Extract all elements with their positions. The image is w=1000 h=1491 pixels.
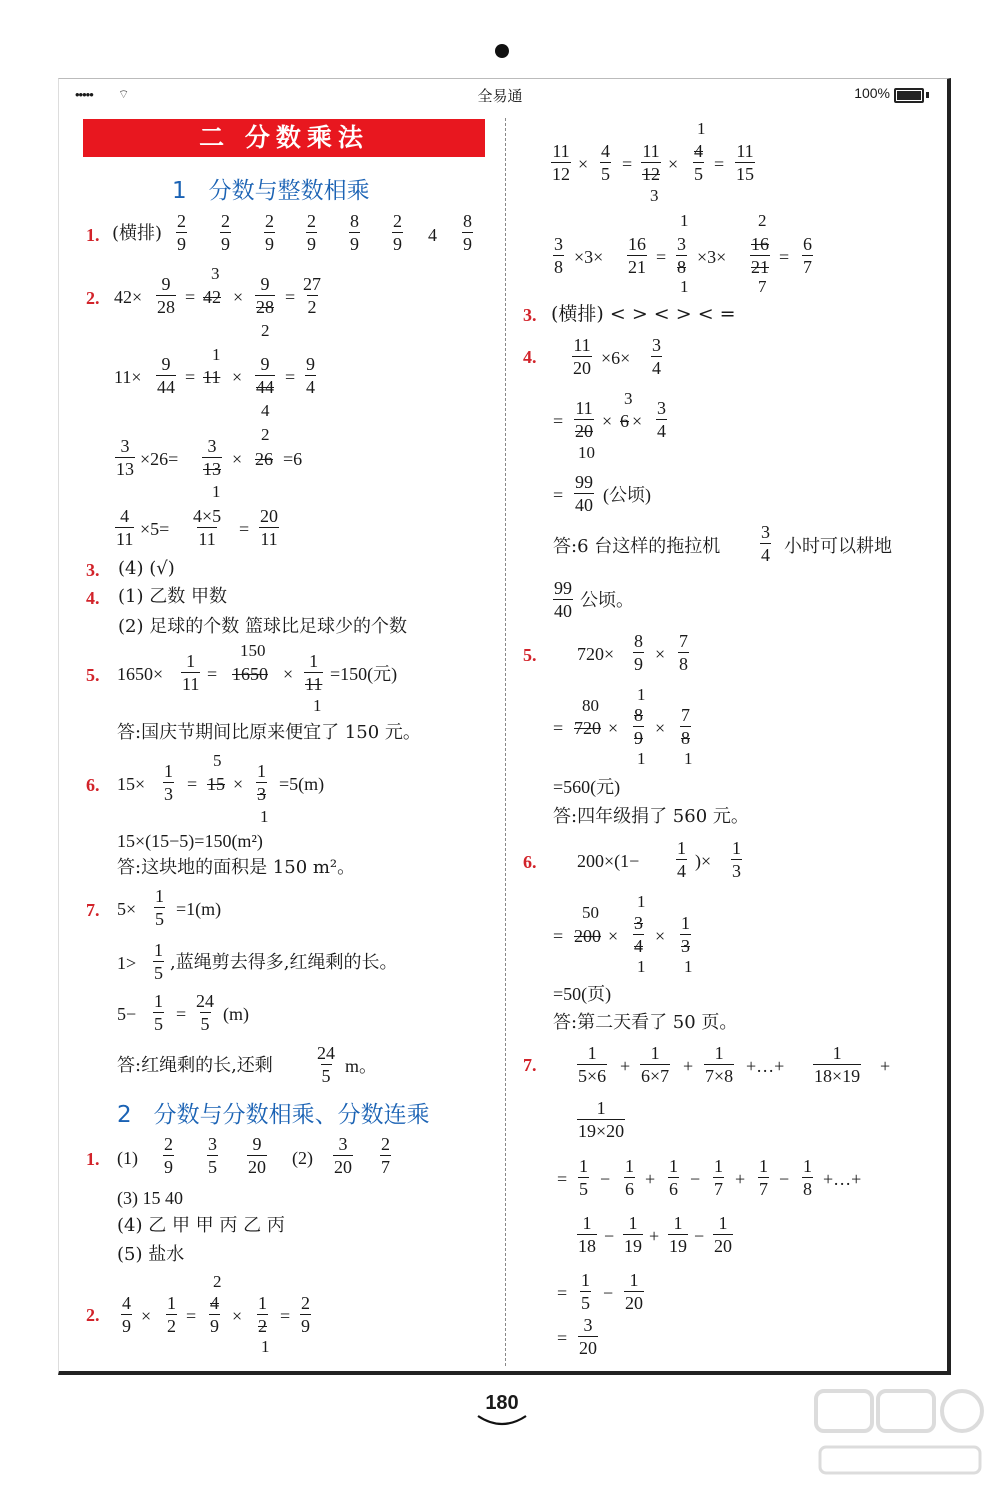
fraction: $\frac{1}{18}$ (578, 1213, 596, 1256)
expr: = (285, 287, 296, 307)
cancel-mark: 2 (213, 1272, 222, 1291)
fraction: $\frac{9}{44}$ (157, 354, 175, 397)
answer-text: (4) (√) (118, 558, 175, 579)
fraction: $\frac{27}{2}$ (303, 274, 321, 317)
battery-tip (926, 92, 929, 98)
math-token: + (649, 1226, 660, 1246)
fraction: $\frac{3}{5}$ (208, 1134, 217, 1177)
fraction: $\frac{1}{3}$ (164, 761, 173, 804)
cancel-mark: 1 (637, 892, 646, 911)
cancel-mark: 4 (261, 401, 270, 420)
cancel-mark: 10 (578, 443, 595, 462)
math-token: ×3× (697, 247, 727, 267)
cancel-mark: 1 (684, 957, 693, 976)
chapter-title: 二 分数乘法 (83, 119, 485, 157)
math-token: =6 (283, 449, 303, 469)
fraction: $\frac{1}{2}$ (167, 1293, 176, 1336)
cancel-mark: 3 (624, 389, 633, 408)
fraction: $\frac{11}{20}$ (575, 398, 593, 441)
fraction: $\frac{2}{7}$ (381, 1134, 390, 1177)
section-number: 2 (117, 1102, 132, 1128)
math-token: = (553, 718, 564, 738)
answer-text: 答:这块地的面积是 150 m²。 (117, 857, 356, 878)
cancelled: 26 (255, 449, 273, 469)
expr: × (233, 287, 244, 307)
fraction: $\frac{2}{9}$ (393, 211, 402, 254)
fraction: $\frac{2}{9}$ (177, 211, 186, 254)
fraction: $\frac{6}{7}$ (803, 234, 812, 277)
math-token: = (656, 247, 667, 267)
fraction: $\frac{7}{8}$ (679, 631, 688, 674)
page-number (474, 1392, 530, 1432)
cancel-mark: 5 (213, 751, 222, 770)
fraction: $\frac{1}{4}$ (677, 838, 686, 881)
column-divider (505, 118, 506, 1366)
fraction: $\frac{8}{9}$ (350, 211, 359, 254)
watermark-logo (810, 1385, 990, 1485)
answer-text: (2) 足球的个数 篮球比足球少的个数 (118, 616, 407, 637)
answer-text: 答:第二天看了 50 页。 (553, 1012, 738, 1033)
math-token: × (232, 449, 243, 469)
cancel-mark: 1 (697, 119, 706, 138)
fraction: $\frac{4}{9}$ (122, 1293, 131, 1336)
cancel-mark: 2 (261, 425, 270, 444)
fraction: $\frac{2}{9}$ (307, 211, 316, 254)
math-token: = (553, 926, 564, 946)
fraction: $\frac{9}{44}$ (256, 354, 274, 397)
fraction: $\frac{1}{7}$ (714, 1156, 723, 1199)
cancelled: 720 (574, 718, 601, 738)
answer-text: 答:红绳剩的长,还剩 (117, 1055, 273, 1076)
math-token: + (880, 1056, 891, 1076)
fraction: $\frac{1}{5}$ (155, 886, 164, 929)
question-number: 4. (86, 588, 100, 608)
cancel-mark: 1 (637, 749, 646, 768)
math-token: = (285, 367, 296, 387)
expr: ×6× (601, 348, 631, 368)
expr: ×5= (140, 519, 170, 539)
cancel-mark: 1 (637, 957, 646, 976)
math-token: × (602, 411, 613, 431)
cancel-mark: 80 (582, 696, 599, 715)
math-token: × (655, 926, 666, 946)
fraction: $\frac{1}{6}$ (669, 1156, 678, 1199)
math-token: × (632, 411, 643, 431)
fraction: $\frac{1}{5}$ (581, 1270, 590, 1313)
answer-text: 答:四年级捐了 560 元。 (553, 806, 749, 827)
expr: 11× (114, 367, 142, 387)
fraction: $\frac{3}{4}$ (761, 522, 770, 565)
math-token: × (655, 718, 666, 738)
fraction: $\frac{1}{8}$ (803, 1156, 812, 1199)
fraction: $\frac{16}{21}$ (628, 234, 646, 277)
fraction: $\frac{1}{20}$ (714, 1213, 732, 1256)
cancel-mark: 3 (650, 186, 659, 205)
question-number: 3. (86, 560, 100, 580)
question-number: 7. (523, 1055, 537, 1075)
math-token: + (645, 1169, 656, 1189)
math-token: × (655, 644, 666, 664)
cancel-mark: 1 (260, 807, 269, 826)
math-token: ×3× (574, 247, 604, 267)
page-number-text: 180 (485, 1392, 519, 1414)
cancel-mark: 1 (637, 685, 646, 704)
math-token: = (176, 1004, 187, 1024)
signal-icon: ••••• (75, 87, 93, 102)
math-token: × (283, 664, 294, 684)
math-token: = (185, 367, 196, 387)
cancelled: 200 (574, 926, 601, 946)
fraction: $\frac{8}{9}$ (463, 211, 472, 254)
section-heading: 分数与整数相乘 (208, 178, 370, 204)
fraction: $\frac{1}{11}$ (182, 651, 200, 694)
fraction: $\frac{2}{9}$ (265, 211, 274, 254)
fraction: $\frac{1}{20}$ (625, 1270, 643, 1313)
fraction: $\frac{4}{9}$ (210, 1293, 219, 1336)
fraction: $\frac{1}{2}$ (258, 1293, 267, 1336)
math-token: − (694, 1226, 705, 1246)
expr: +…+ (746, 1056, 785, 1076)
expr: =1(m) (176, 899, 222, 919)
fraction: $\frac{3}{4}$ (657, 398, 666, 441)
expr: =5(m) (279, 774, 325, 794)
fraction: $\frac{3}{20}$ (579, 1315, 597, 1358)
fraction: $\frac{1}{19}$ (624, 1213, 642, 1256)
math-token: − (604, 1226, 615, 1246)
math-token: = (622, 154, 633, 174)
question-number: 3. (523, 305, 537, 325)
cancel-mark: 50 (582, 903, 599, 922)
fraction: $\frac{1}{3}$ (257, 761, 266, 804)
expr: 5− (117, 1004, 137, 1024)
answer-text: (5) 盐水 (117, 1244, 185, 1265)
answer-text: (4) 乙 甲 甲 丙 乙 丙 (117, 1215, 285, 1236)
question-number: 1. (86, 225, 100, 245)
page-arc-icon (474, 1414, 530, 1430)
fraction: $\frac{1}{3}$ (681, 913, 690, 956)
cancelled: 15 (207, 774, 225, 794)
math-token: = (714, 154, 725, 174)
fraction: $\frac{11}{12}$ (642, 141, 660, 184)
math-token: − (779, 1169, 790, 1189)
expr: =50(页) (553, 984, 612, 1004)
answer-text: (横排) (112, 223, 163, 244)
fraction: $\frac{99}{40}$ (554, 578, 572, 621)
math-token: = (186, 1306, 197, 1326)
math-token: +…+ (823, 1169, 862, 1189)
fraction: $\frac{24}{5}$ (196, 991, 214, 1034)
fraction: $\frac{3}{4}$ (652, 335, 661, 378)
fraction: $\frac{11}{15}$ (736, 141, 754, 184)
fraction: $\frac{2}{9}$ (221, 211, 230, 254)
fraction: $\frac{2}{9}$ (301, 1293, 310, 1336)
math-token: + (620, 1056, 631, 1076)
fraction: $\frac{4}{11}$ (116, 506, 134, 549)
math-token: × (608, 718, 619, 738)
cancel-mark: 150 (240, 641, 266, 660)
fraction: $\frac{3}{4}$ (634, 913, 643, 956)
answer-value: 4 (428, 225, 437, 245)
fraction: $\frac{8}{9}$ (634, 631, 643, 674)
math-token: × (578, 154, 589, 174)
answer-text: (3) 15 40 (117, 1188, 183, 1208)
fraction: $\frac{99}{40}$ (575, 472, 593, 515)
fraction: $\frac{3}{13}$ (203, 436, 221, 479)
expr: 15×(15−5)=150(m²) (117, 831, 263, 851)
cancel-mark: 1 (313, 696, 322, 715)
fraction: $\frac{7}{8}$ (681, 705, 690, 748)
answer-text: 答:国庆节期间比原来便宜了 150 元。 (117, 722, 421, 743)
question-number: 6. (86, 775, 100, 795)
cancel-mark: 1 (212, 345, 221, 364)
fraction: $\frac{3}{8}$ (554, 234, 563, 277)
question-number: 1. (86, 1149, 100, 1169)
expr: =150(元) (330, 664, 398, 684)
expr: 1650× (117, 664, 164, 684)
fraction: $\frac{16}{21}$ (751, 234, 769, 277)
math-token: = (557, 1283, 568, 1303)
expr: 42× (114, 287, 143, 307)
expr: (公顷) (603, 485, 651, 505)
answer-text: 小时可以耕地 (784, 536, 892, 557)
expr: m。 (345, 1056, 378, 1076)
cancel-mark: 1 (212, 482, 221, 501)
math-token: × (141, 1306, 152, 1326)
cancelled: 1650 (232, 664, 268, 684)
math-token: = (557, 1328, 568, 1348)
math-token: = (553, 485, 564, 505)
fraction: $\frac{9}{28}$ (157, 274, 175, 317)
section-title (117, 1096, 430, 1129)
math-token: × (608, 926, 619, 946)
math-token: × (232, 1306, 243, 1326)
cancel-mark: 1 (261, 1337, 270, 1356)
section-heading: 分数与分数相乘、分数连乘 (153, 1102, 430, 1128)
answer-text: (1) 乙数 甲数 (118, 586, 227, 607)
fraction: $\frac{1}{5}$ (579, 1156, 588, 1199)
cancel-mark: 1 (680, 277, 689, 296)
math-token: × (233, 774, 244, 794)
wifi-icon: ⌔ (118, 87, 130, 101)
answer-text: 公顷。 (580, 590, 634, 611)
question-number: 6. (523, 852, 537, 872)
math-token: + (735, 1169, 746, 1189)
expr: = (185, 287, 196, 307)
math-token: = (779, 247, 790, 267)
expr: (m) (223, 1004, 249, 1024)
answer-text: 答:6 台这样的拖拉机 (553, 536, 721, 557)
cancel-mark: 1 (680, 211, 689, 230)
fraction: $\frac{3}{20}$ (334, 1134, 352, 1177)
fraction: $\frac{1}{6}$ (625, 1156, 634, 1199)
section-number: 1 (172, 178, 187, 204)
battery-percent: 100% (854, 85, 890, 101)
math-token: = (557, 1169, 568, 1189)
fraction: $\frac{1}{19\times 20}$ (578, 1098, 625, 1141)
math-token: = (207, 664, 218, 684)
answer-text: (横排) < > < > < = (551, 303, 736, 325)
fraction: $\frac{20}{11}$ (260, 506, 278, 549)
fraction: $\frac{3}{13}$ (116, 436, 134, 479)
expr: (1) (117, 1148, 138, 1168)
question-number: 7. (86, 900, 100, 920)
fraction: $\frac{1}{5\times 6}$ (578, 1043, 607, 1086)
cancel-mark: 1 (684, 749, 693, 768)
fraction: $\frac{11}{12}$ (552, 141, 570, 184)
question-number: 5. (86, 665, 100, 685)
cancelled: 6 (620, 411, 629, 431)
math-token: = (280, 1306, 291, 1326)
math-token: = (239, 519, 250, 539)
cancelled: 11 (203, 367, 221, 387)
fraction: $\frac{1}{11}$ (305, 651, 323, 694)
expr: ×26= (140, 449, 179, 469)
cancelled: 42 (203, 287, 221, 307)
cancel-mark: 2 (261, 321, 270, 340)
expr: 15× (117, 774, 146, 794)
fraction: $\frac{4}{5}$ (601, 141, 610, 184)
fraction: $\frac{9}{4}$ (306, 354, 315, 397)
fraction: $\frac{1}{6\times 7}$ (641, 1043, 670, 1086)
math-token: + (683, 1056, 694, 1076)
math-token: − (603, 1283, 614, 1303)
question-number: 2. (86, 288, 100, 308)
app-title: 全易通 (477, 88, 523, 105)
cancel-mark: 2 (758, 211, 767, 230)
cancel-mark: 7 (758, 277, 767, 296)
math-token: − (600, 1169, 611, 1189)
battery-icon (894, 88, 924, 103)
math-token: × (668, 154, 679, 174)
fraction: $\frac{1}{3}$ (732, 838, 741, 881)
expr: 5× (117, 899, 137, 919)
math-token: × (232, 367, 243, 387)
fraction: $\frac{1}{18\times 19}$ (814, 1043, 861, 1086)
fraction: $\frac{1}{7\times 8}$ (705, 1043, 734, 1086)
fraction: $\frac{24}{5}$ (317, 1043, 335, 1086)
top-dot (495, 44, 509, 58)
fraction: $\frac{2}{9}$ (164, 1134, 173, 1177)
answer-text: ,蓝绳剪去得多,红绳剩的长。 (170, 952, 398, 973)
question-number: 2. (86, 1305, 100, 1325)
math-token: = (553, 411, 564, 431)
fraction: $\frac{1}{19}$ (669, 1213, 687, 1256)
cancel-mark: 3 (211, 264, 220, 283)
fraction: $\frac{1}{5}$ (154, 940, 163, 983)
question-number: 5. (523, 645, 537, 665)
fraction: $\frac{9}{28}$ (256, 274, 274, 317)
math-token: − (690, 1169, 701, 1189)
status-bar (60, 82, 940, 106)
expr: (2) (292, 1148, 313, 1168)
question-number: 4. (523, 347, 537, 367)
fraction: $\frac{1}{5}$ (154, 991, 163, 1034)
fraction: $\frac{9}{20}$ (248, 1134, 266, 1177)
fraction: $\frac{1}{7}$ (759, 1156, 768, 1199)
math-token: = (187, 774, 198, 794)
expr: )× (695, 851, 712, 871)
expr: 200×(1− (577, 851, 640, 871)
expr: 1> (117, 953, 137, 973)
fraction: $\frac{4}{5}$ (694, 141, 703, 184)
fraction: $\frac{3}{8}$ (677, 234, 686, 277)
fraction: $\frac{11}{20}$ (573, 335, 591, 378)
section-title (172, 172, 370, 205)
fraction: $\frac{8}{9}$ (634, 705, 643, 748)
expr: 720× (577, 644, 615, 664)
fraction: $\frac{4\times 5}{11}$ (193, 506, 222, 549)
expr: =560(元) (553, 777, 621, 797)
